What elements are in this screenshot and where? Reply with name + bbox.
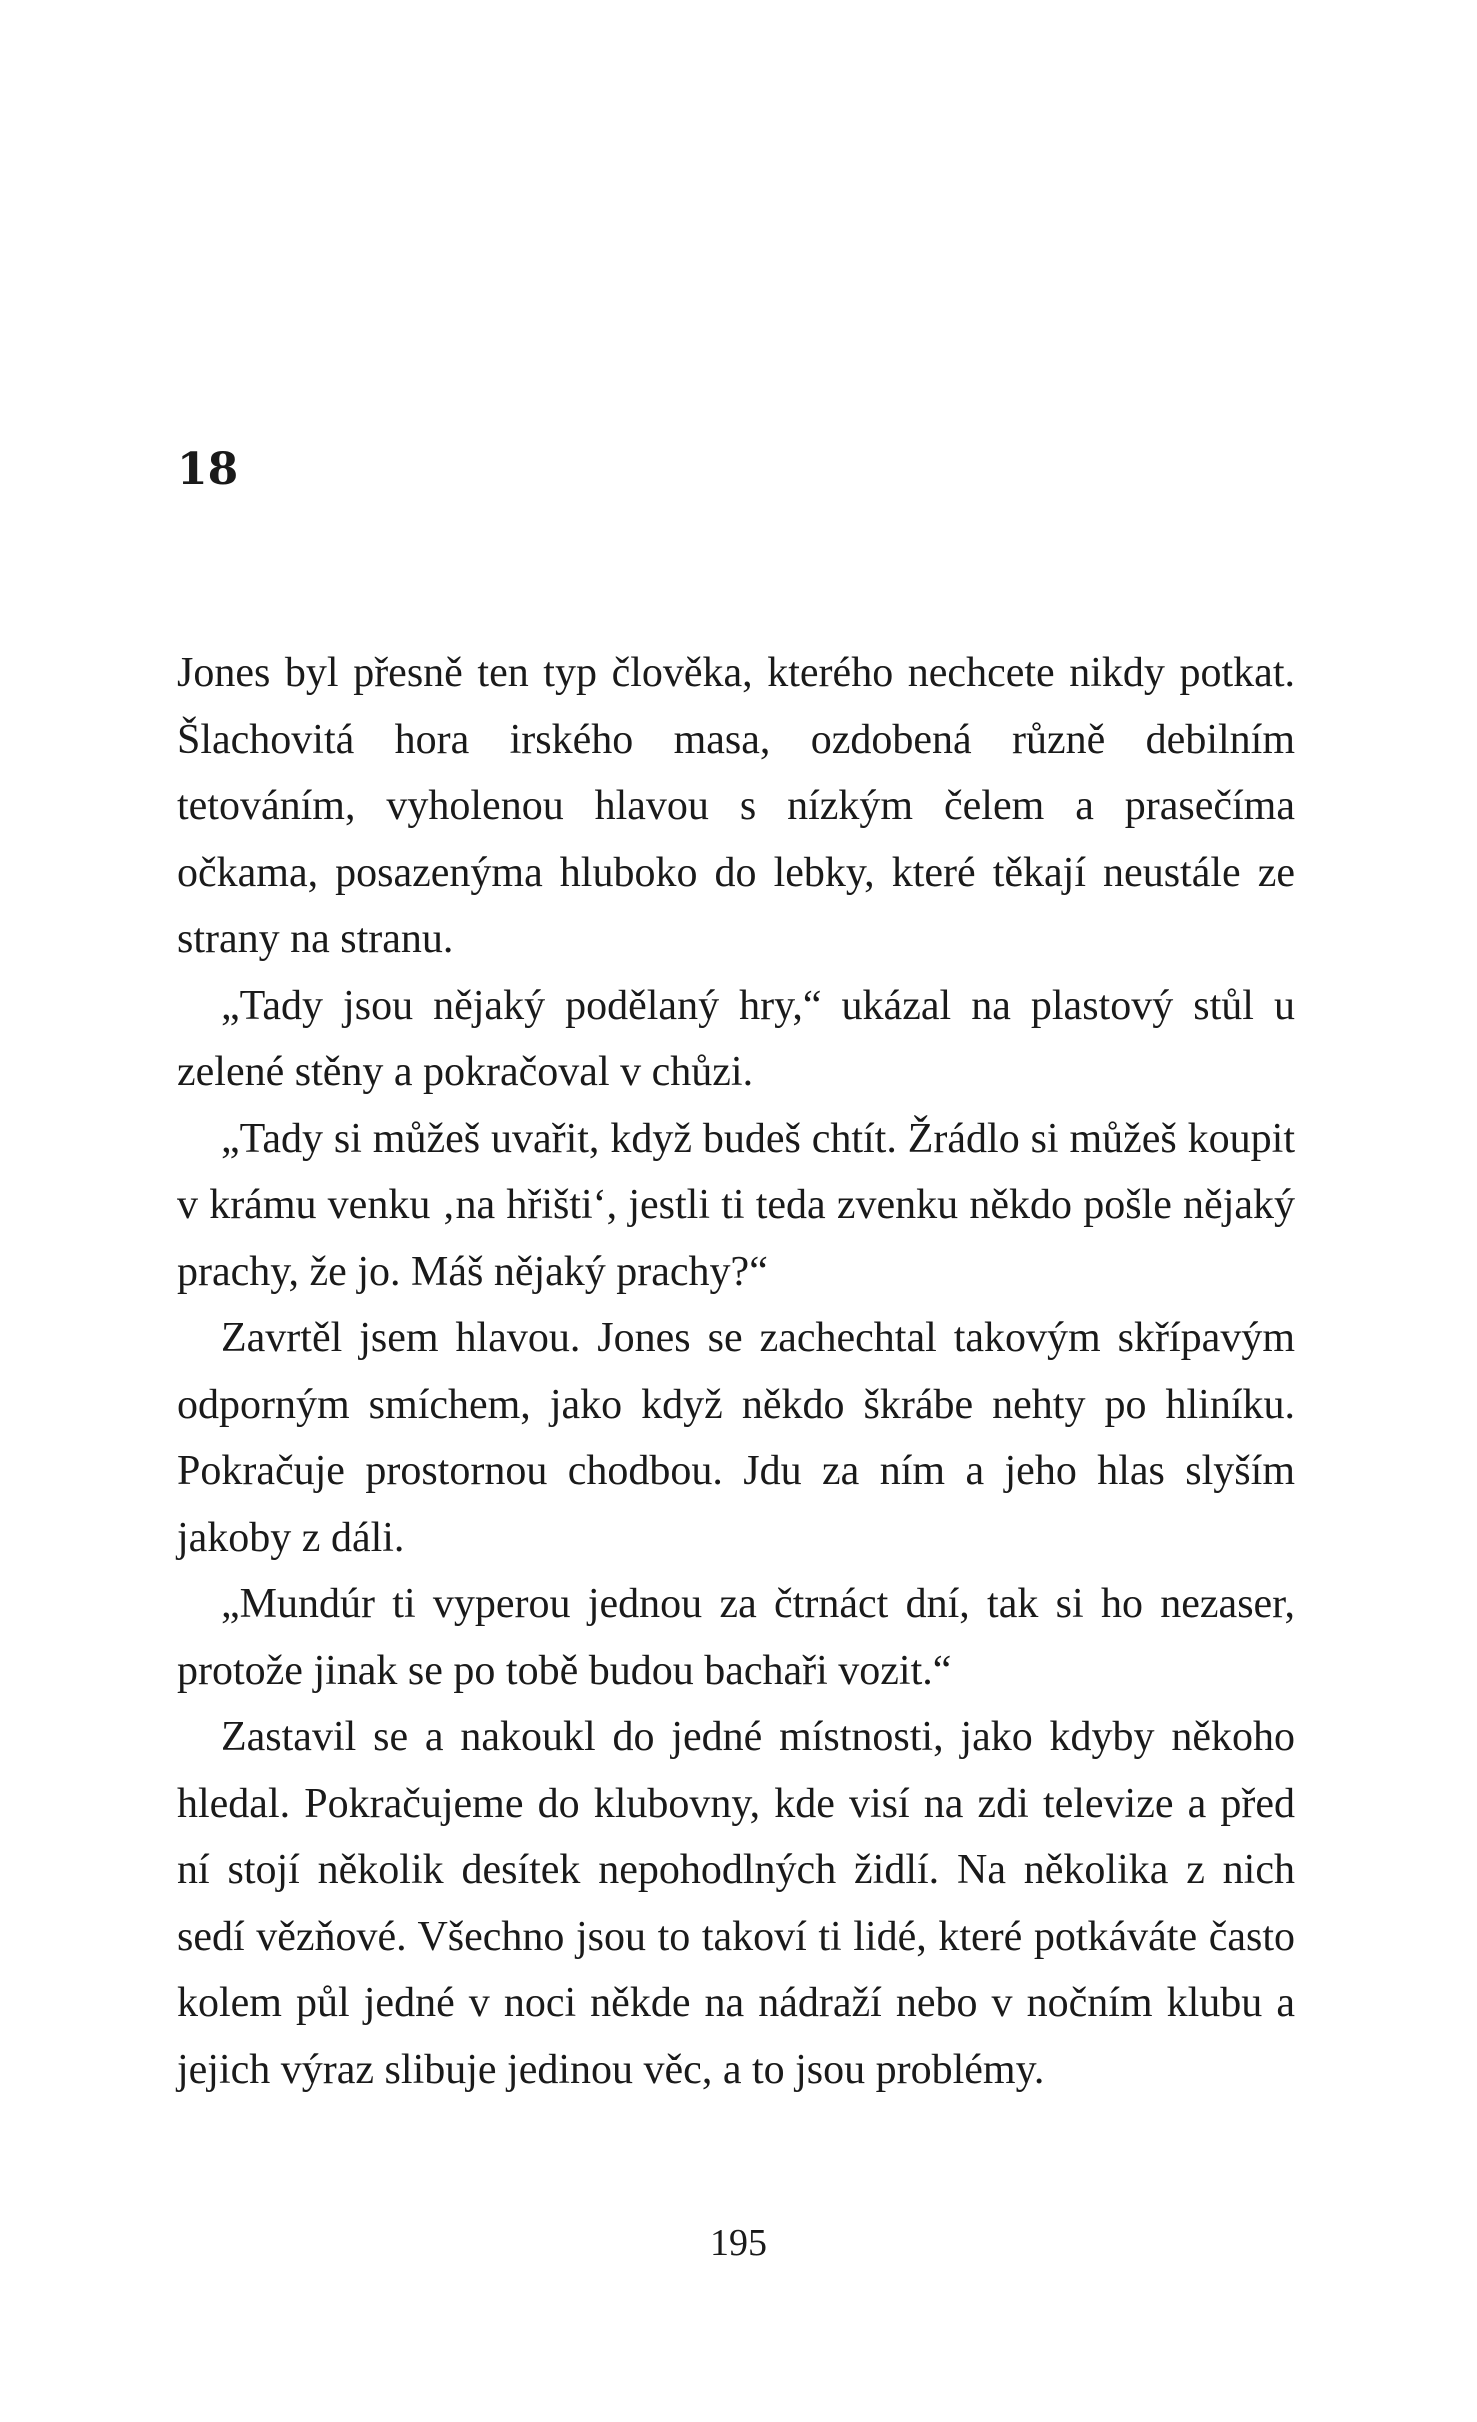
paragraph: „Tady si můžeš uvařit, když budeš chtít. Žrádlo si můžeš koupit v krámu venku ‚na hřišti‘, jestli ti teda zvenku někdo pošle nějaký prachy, že jo. Máš nějaký prachy?“ xyxy=(177,1115,1295,1295)
chapter-number: 18 xyxy=(177,444,239,495)
paragraph: „Mundúr ti vyperou jednou za čtrnáct dní, tak si ho nezaser, protože jinak se po tobě budou bachaři vozit.“ xyxy=(177,1581,1295,1694)
page-number: 195 xyxy=(710,2222,767,2264)
paragraph: „Tady jsou nějaký podělaný hry,“ ukázal na plastový stůl u zelené stěny a pokračoval v chůzi. xyxy=(177,982,1295,1095)
body-text xyxy=(177,640,1295,2103)
paragraph: Zastavil se a nakoukl do jedné místnosti, jako kdyby někoho hledal. Pokračujeme do klubovny, kde visí na zdi televize a před ní stojí několik desítek nepohodlných židlí. Na několika z nich sedí vězňové. Všechno jsou to takoví ti lidé, které potkáváte často kolem půl jedné v noci někde na nádraží nebo v nočním klubu a jejich výraz slibuje jedinou věc, a to jsou problémy. xyxy=(177,1714,1295,2093)
paragraph: Zavrtěl jsem hlavou. Jones se zachechtal takovým skřípavým odporným smíchem, jako když někdo škrábe nehty po hliníku. Pokračuje prostornou chodbou. Jdu za ním a jeho hlas slyším jakoby z dáli. xyxy=(177,1315,1295,1561)
paragraph: Jones byl přesně ten typ člověka, kterého nechcete nikdy potkat. Šlachovitá hora irského masa, ozdobená různě debilním tetováním, vyholenou hlavou s nízkým čelem a prasečíma očkama, posazenýma hluboko do lebky, které těkají neustále ze strany na stranu. xyxy=(177,650,1295,962)
